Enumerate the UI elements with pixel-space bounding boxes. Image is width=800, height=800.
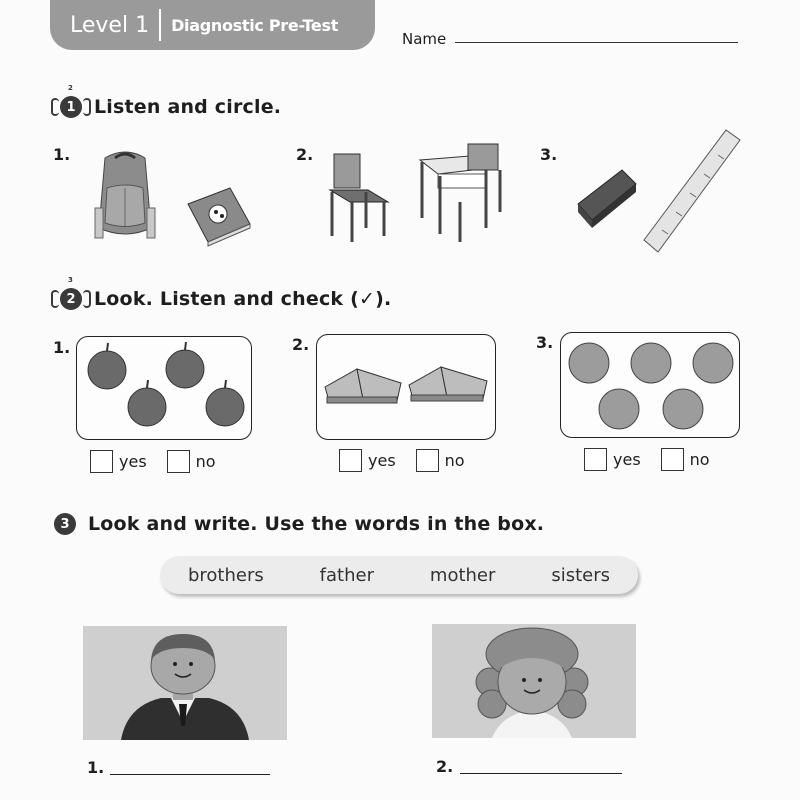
no-label: no: [444, 451, 465, 470]
item-number: 3.: [536, 333, 554, 352]
yes-checkbox[interactable]: [584, 448, 607, 471]
word: mother: [429, 564, 496, 586]
track-number: 2: [68, 84, 73, 92]
section-2-heading: [60, 276, 392, 310]
yes-label: yes: [119, 452, 147, 471]
section-number-badge: [54, 513, 76, 535]
man-illustration: [83, 626, 287, 740]
book-illustration[interactable]: [186, 186, 252, 246]
level-label: Level 1: [70, 12, 150, 38]
item-number: 2.: [296, 145, 314, 164]
item-number: 2.: [436, 757, 454, 776]
section-1-heading: [60, 84, 282, 118]
item-number: 1.: [87, 758, 105, 777]
picture-box: [316, 334, 496, 440]
section-number: 2: [66, 291, 76, 307]
no-checkbox[interactable]: [661, 448, 684, 471]
no-checkbox[interactable]: [167, 450, 190, 473]
chair-illustration[interactable]: [326, 152, 392, 244]
desk-illustration[interactable]: [416, 142, 506, 248]
item-number: 1.: [53, 145, 71, 164]
section-number: 3: [60, 516, 70, 532]
answer-field[interactable]: [460, 773, 622, 774]
level-header: [50, 0, 375, 50]
item-number: 1.: [53, 338, 71, 357]
answer-options: [584, 448, 730, 471]
backpack-illustration[interactable]: [85, 148, 165, 248]
woman-illustration: [432, 624, 636, 738]
answer-field[interactable]: [110, 774, 270, 775]
answer-options: [90, 450, 236, 473]
yes-checkbox[interactable]: [90, 450, 113, 473]
word: sisters: [551, 564, 611, 586]
name-label: Name: [402, 30, 447, 48]
headphones-icon: [60, 84, 82, 118]
word-box: [160, 556, 638, 594]
picture-frame: [432, 624, 636, 738]
sandwiches-illustration: [317, 335, 495, 439]
yes-label: yes: [368, 451, 396, 470]
apples-illustration: [77, 337, 251, 439]
no-label: no: [689, 450, 710, 469]
section-3-heading: [54, 513, 544, 535]
picture-box: [560, 332, 740, 438]
no-label: no: [195, 452, 216, 471]
item-number: 2.: [292, 335, 310, 354]
item-number: 3.: [540, 145, 558, 164]
eraser-illustration[interactable]: [574, 168, 640, 230]
section-number: 1: [66, 99, 76, 115]
yes-label: yes: [613, 450, 641, 469]
section-title: Listen and circle.: [94, 96, 282, 118]
headphones-icon: [60, 276, 82, 310]
ruler-illustration[interactable]: [642, 128, 742, 258]
word: brothers: [187, 564, 264, 586]
name-field[interactable]: [455, 42, 738, 43]
picture-frame: [83, 626, 287, 740]
section-title: Look. Listen and check (✓).: [94, 288, 392, 310]
track-number: 3: [68, 276, 73, 284]
section-title: Look and write. Use the words in the box.: [88, 513, 545, 535]
header-divider: [159, 9, 161, 41]
picture-box: [76, 336, 252, 440]
oranges-illustration: [561, 333, 739, 437]
answer-options: [339, 449, 485, 472]
word: father: [319, 564, 374, 586]
test-title: Diagnostic Pre-Test: [171, 15, 339, 35]
no-checkbox[interactable]: [416, 449, 439, 472]
yes-checkbox[interactable]: [339, 449, 362, 472]
